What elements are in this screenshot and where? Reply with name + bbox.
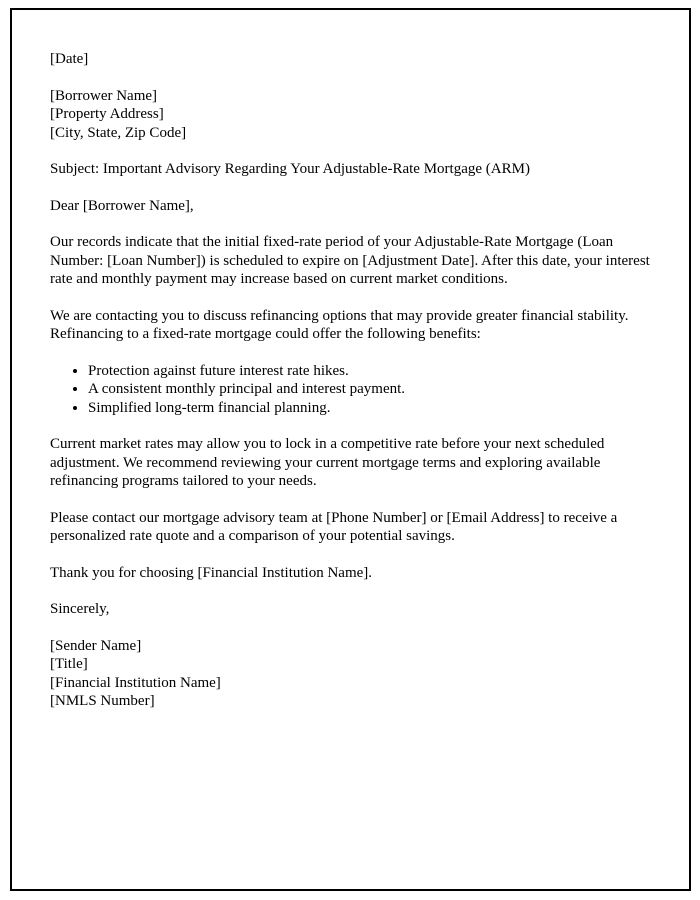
signature-title: [Title]	[50, 656, 88, 672]
recipient-city-state-zip: [City, State, Zip Code]	[50, 124, 187, 141]
salutation: Dear [Borrower Name],	[50, 197, 194, 214]
signature-sender-name: [Sender Name]	[50, 637, 142, 654]
letter-page-border	[10, 8, 691, 891]
benefit-item: • A consistent monthly principal and interest payment.	[88, 380, 650, 399]
recipient-address: [Property Address]	[50, 106, 164, 122]
closing: Sincerely,	[50, 601, 110, 617]
letter-body	[50, 50, 650, 711]
paragraph-records: Our records indicate that the initial fixed-rate period of your Adjustable-Rate Mortgage (Loan Number: [Loan Number]) is scheduled to expire on [Adjustment Date]. After this date, your interest rate and monthly payment may increase based on current market conditions.	[50, 234, 650, 287]
subject-line: Subject: Important Advisory Regarding Your Adjustable-Rate Mortgage (ARM)	[50, 161, 530, 177]
paragraph-thanks: Thank you for choosing [Financial Institution Name].	[50, 564, 373, 581]
recipient-address-block	[50, 87, 650, 143]
benefits-list	[50, 362, 650, 418]
letter-date: [Date]	[50, 51, 89, 67]
recipient-name: [Borrower Name]	[50, 87, 158, 104]
paragraph-contacting: We are contacting you to discuss refinancing options that may provide greater financial stability. Refinancing to a fixed-rate mortgage could offer the following benefits:	[50, 307, 629, 342]
signature-block	[50, 637, 650, 711]
benefit-item: • Protection against future interest rate hikes.	[88, 362, 650, 381]
signature-nmls: [NMLS Number]	[50, 693, 155, 709]
benefit-item: • Simplified long-term financial planning.	[88, 399, 650, 418]
signature-institution: [Financial Institution Name]	[50, 674, 221, 691]
paragraph-contact: Please contact our mortgage advisory team at [Phone Number] or [Email Address] to receive a personalized rate quote and a comparison of your potential savings.	[50, 509, 618, 544]
paragraph-market: Current market rates may allow you to lock in a competitive rate before your next scheduled adjustment. We recommend reviewing your current mortgage terms and exploring available refinancing programs tailored to your needs.	[50, 436, 605, 489]
